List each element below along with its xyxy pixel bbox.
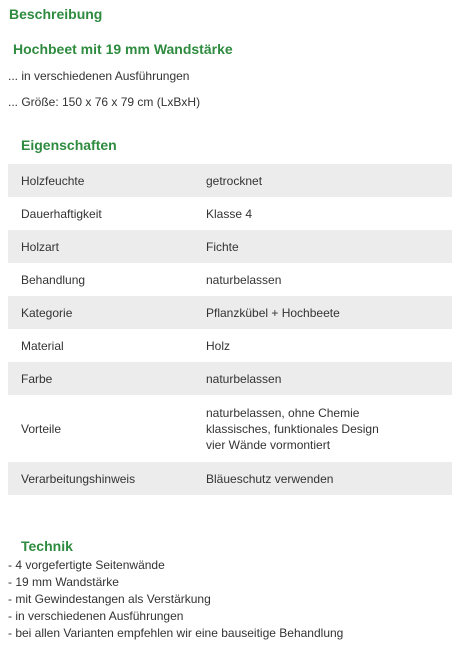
technik-line: - 19 mm Wandstärke xyxy=(8,575,119,589)
property-key: Holzart xyxy=(21,239,60,254)
table-row xyxy=(8,197,452,230)
table-row xyxy=(8,263,452,296)
technik-line: - bei allen Varianten empfehlen wir eine bauseitige Behandlung xyxy=(8,626,344,640)
property-key: Behandlung xyxy=(21,272,86,287)
technik-line: - in verschiedenen Ausführungen xyxy=(8,609,184,623)
table-row xyxy=(8,462,452,495)
property-value-line: klassisches, funktionales Design xyxy=(206,421,379,436)
technik-heading: Technik xyxy=(21,538,73,554)
property-key: Farbe xyxy=(21,371,53,386)
property-key: Vorteile xyxy=(21,421,62,436)
table-row xyxy=(8,329,452,362)
product-title: Hochbeet mit 19 mm Wandstärke xyxy=(13,41,233,57)
property-key: Dauerhaftigkeit xyxy=(21,206,102,221)
table-row xyxy=(8,296,452,329)
table-row xyxy=(8,230,452,263)
property-key: Verarbeitungshinweis xyxy=(21,471,136,486)
technik-line: - mit Gewindestangen als Verstärkung xyxy=(8,592,211,606)
table-row xyxy=(8,164,452,197)
properties-heading: Eigenschaften xyxy=(21,137,117,153)
property-value-line: naturbelassen, ohne Chemie xyxy=(206,405,360,420)
table-row xyxy=(8,395,452,462)
description-heading: Beschreibung xyxy=(9,6,103,22)
properties-table xyxy=(8,164,452,495)
property-value: Bläueschutz verwenden xyxy=(206,471,334,486)
technik-line: - 4 vorgefertigte Seitenwände xyxy=(8,558,165,572)
property-value: getrocknet xyxy=(206,173,263,188)
property-value: Klasse 4 xyxy=(206,206,253,221)
property-value-list xyxy=(206,395,452,462)
property-key: Material xyxy=(21,338,64,353)
property-key: Kategorie xyxy=(21,305,73,320)
description-line: ... in verschiedenen Ausführungen xyxy=(8,69,190,83)
property-key: Holzfeuchte xyxy=(21,173,85,188)
property-value: naturbelassen xyxy=(206,272,282,287)
property-value: Holz xyxy=(206,338,231,353)
property-value-line: vier Wände vormontiert xyxy=(206,437,331,452)
description-line: ... Größe: 150 x 76 x 79 cm (LxBxH) xyxy=(8,95,201,109)
property-value: naturbelassen xyxy=(206,371,282,386)
property-value: Pflanzkübel + Hochbeete xyxy=(206,305,340,320)
property-value: Fichte xyxy=(206,239,239,254)
table-row xyxy=(8,362,452,395)
